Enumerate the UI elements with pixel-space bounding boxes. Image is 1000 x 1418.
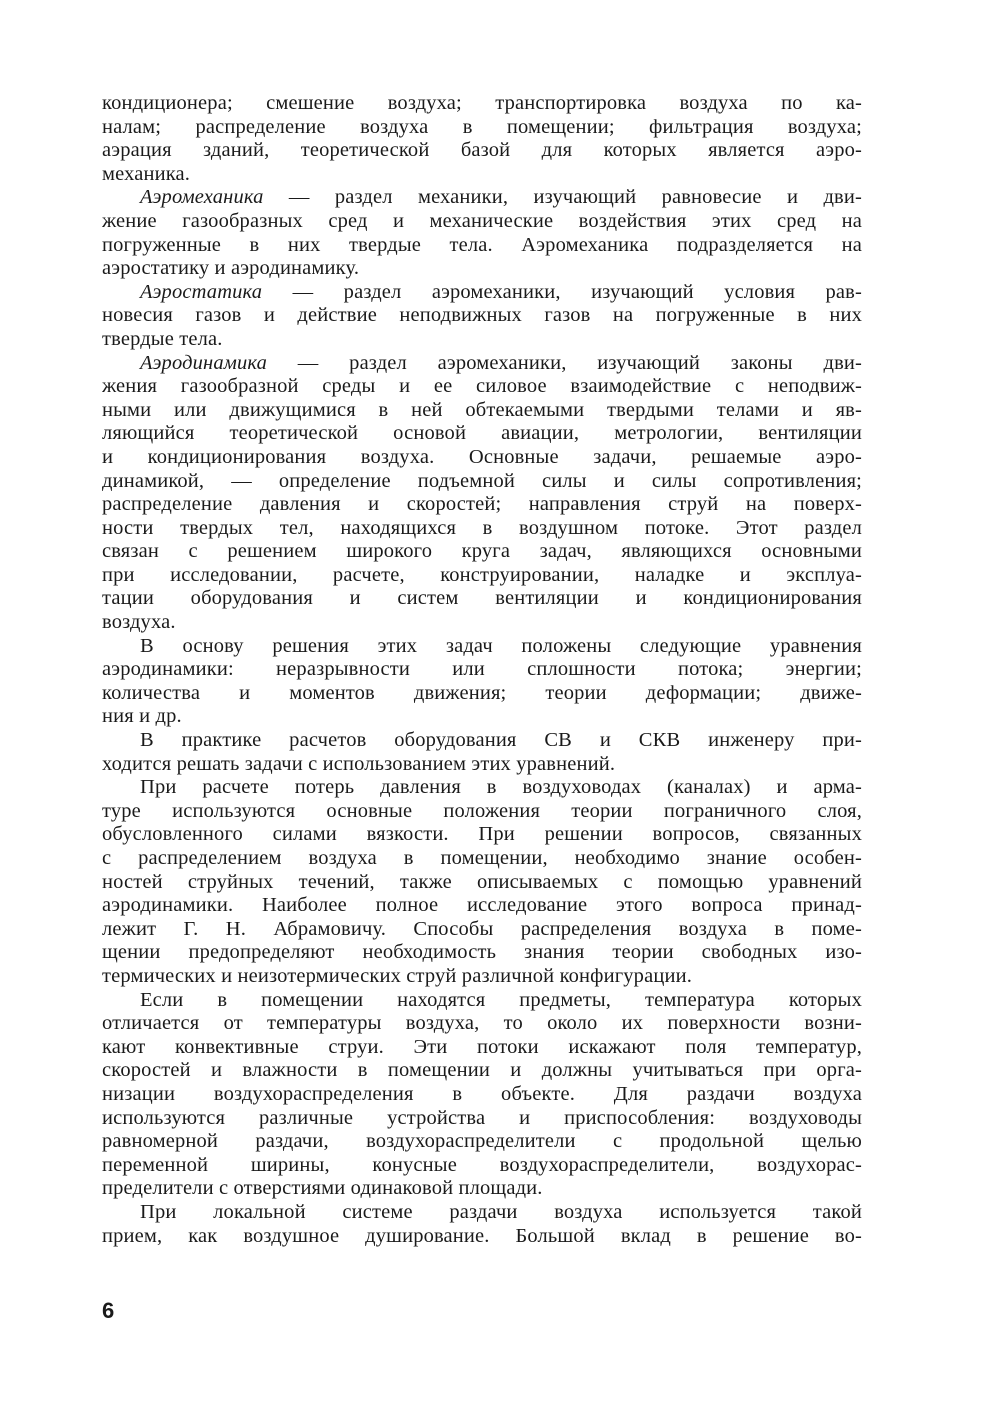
text-line: при исследовании, расчете, конструировании, наладке и эксплуа- (102, 563, 862, 586)
text-line: аэростатику и аэродинамику. (102, 257, 360, 280)
text-line: обусловленного силами вязкости. При решении вопросов, связанных (102, 823, 862, 846)
text-line: механика. (102, 162, 191, 185)
text-line: равномерной раздачи, воздухораспределители с продольной щелью (102, 1130, 862, 1153)
text-line: При локальной системе раздачи воздуха используется такой (140, 1200, 862, 1223)
text-line: количества и моментов движения; теории деформации; движе- (102, 681, 862, 704)
text-line: щении предопределяют необходимость знания теории свободных изо- (102, 941, 862, 964)
text-line: низации воздухораспределения в объекте. Для раздачи воздуха (102, 1082, 862, 1105)
text-line: жения газообразной среды и ее силовое взаимодействие с неподвиж- (102, 375, 862, 398)
paragraph (102, 635, 862, 729)
text-line: новесия газов и действие неподвижных газов на погруженные в них (102, 304, 862, 327)
text-line: туре используются основные положения теории пограничного слоя, (102, 799, 862, 822)
text-line: и кондиционирования воздуха. Основные задачи, решаемые аэро- (102, 445, 862, 468)
text-line: В основу решения этих задач положены следующие уравнения (140, 634, 862, 657)
text-line: распределение давления и скоростей; направления струй на поверх- (102, 493, 862, 516)
text-line: лежит Г. Н. Абрамовичу. Способы распределения воздуха в поме- (102, 917, 862, 940)
paragraph-aerodynamics (102, 352, 862, 635)
text-line: воздуха. (102, 611, 176, 634)
defined-term: Аэромеханика (140, 186, 264, 209)
text-line (102, 186, 862, 210)
text-line: ностей струйных течений, также описываемых с помощью уравнений (102, 870, 862, 893)
text-line: твердые тела. (102, 327, 223, 350)
text-line: используются различные устройства и приспособления: воздуховоды (102, 1106, 862, 1129)
text-line: аэрация зданий, теоретической базой для которых является аэро- (102, 139, 862, 162)
text-line: связан с решением широкого круга задач, являющихся основными (102, 540, 862, 563)
text-fragment: — раздел аэромеханики, изучающий законы дви- (266, 351, 862, 374)
text-line: жение газообразных сред и механические воздействия этих сред на (102, 209, 862, 232)
text-line (102, 352, 862, 376)
page-number: 6 (102, 1298, 115, 1323)
text-line: погруженные в них твердые тела. Аэромеханика подразделяется на (102, 233, 862, 256)
text-line: отличается от температуры воздуха, то около их поверхности возни- (102, 1012, 862, 1035)
text-line: ния и др. (102, 705, 182, 728)
text-line: кондиционера; смешение воздуха; транспортировка воздуха по ка- (102, 92, 862, 114)
text-line: ными или движущимися в ней обтекаемыми твердыми телами и яв- (102, 398, 862, 421)
text-line: аэродинамики. Наиболее полное исследование этого вопроса принад- (102, 894, 862, 917)
body-text (102, 92, 862, 1248)
text-line: ляющийся теоретической основой авиации, метрологии, вентиляции (102, 422, 862, 445)
paragraph (102, 92, 862, 186)
defined-term: Аэростатика (140, 280, 263, 303)
text-line: прием, как воздушное душирование. Большой вклад в решение во- (102, 1224, 862, 1247)
text-line: скоростей и влажности в помещении и должны учитываться при орга- (102, 1059, 862, 1082)
text-line: При расчете потерь давления в воздуховодах (каналах) и арма- (140, 776, 862, 799)
text-line: Если в помещении находятся предметы, температура которых (140, 988, 862, 1011)
text-line: с распределением воздуха в помещении, необходимо знание особен- (102, 847, 862, 869)
text-line (102, 281, 862, 305)
text-line: термических и неизотермических струй различной конфигурации. (102, 964, 692, 987)
text-line: аэродинамики: неразрывности или сплошности потока; энергии; (102, 658, 862, 681)
text-line: динамикой, — определение подъемной силы и силы сопротивления; (102, 469, 862, 492)
paragraph-aeromechanics (102, 186, 862, 280)
text-line: ности твердых тел, находящихся в воздушном потоке. Этот раздел (102, 516, 862, 539)
text-fragment: — раздел аэромеханики, изучающий условия рав- (262, 280, 862, 303)
text-line: ходится решать задачи с использованием этих уравнений. (102, 752, 616, 775)
text-line: В практике расчетов оборудования СВ и СКВ инженеру при- (140, 729, 862, 752)
paragraph (102, 729, 862, 776)
paragraph (102, 1201, 862, 1248)
text-line: тации оборудования и систем вентиляции и кондиционирования (102, 587, 862, 610)
text-line: кают конвективные струи. Эти потоки искажают поля температур, (102, 1035, 862, 1058)
paragraph (102, 776, 862, 988)
text-line: пределители с отверстиями одинаковой площади. (102, 1177, 543, 1200)
text-line: налам; распределение воздуха в помещении; фильтрация воздуха; (102, 115, 862, 138)
text-fragment: — раздел механики, изучающий равновесие и дви- (263, 186, 862, 209)
paragraph-aerostatics (102, 281, 862, 352)
defined-term: Аэродинамика (140, 351, 267, 374)
paragraph (102, 989, 862, 1201)
text-line: переменной ширины, конусные воздухораспределители, воздухорас- (102, 1153, 862, 1176)
